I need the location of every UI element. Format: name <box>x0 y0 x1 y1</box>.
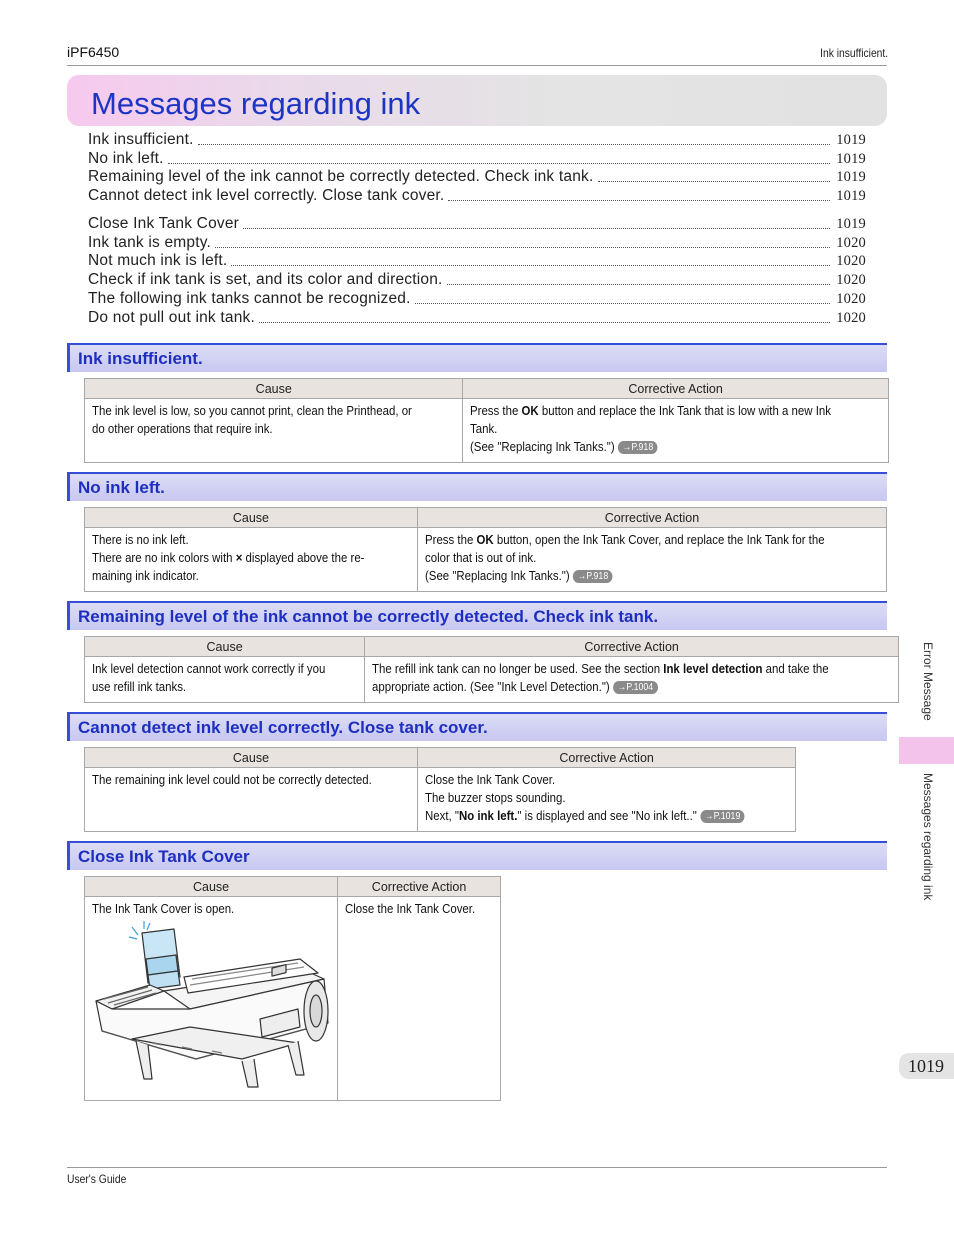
footer-divider <box>67 1167 887 1168</box>
toc-entry[interactable]: Check if ink tank is set, and its color and direction. 1020 <box>88 271 866 288</box>
section-heading: Ink insufficient. <box>67 343 887 372</box>
message-table <box>84 507 887 592</box>
page-link[interactable]: →P.918 <box>573 570 612 583</box>
toc-entry[interactable]: Not much ink is left. 1020 <box>88 252 866 269</box>
action-cell: The refill ink tank can no longer be used. See the section Ink level detection and take the appropriate action. (See "Ink Level Detection.") →P.1004 <box>365 657 899 703</box>
cause-header: Cause <box>85 877 338 897</box>
section-heading: Cannot detect ink level correctly. Close tank cover. <box>67 712 887 741</box>
cause-header: Cause <box>85 637 365 657</box>
toc-entry[interactable]: Ink insufficient. 1019 <box>88 131 866 148</box>
section-heading: No ink left. <box>67 472 887 501</box>
cause-cell: The remaining ink level could not be correctly detected. <box>85 768 418 832</box>
action-cell: Close the Ink Tank Cover. The buzzer stops sounding. Next, "No ink left." is displayed and see "No ink left.." →P.1019 <box>417 768 795 832</box>
message-table <box>84 747 796 832</box>
side-tab-marker <box>899 737 954 764</box>
header-model: iPF6450 <box>67 44 120 60</box>
cause-cell: The ink level is low, so you cannot print, clean the Printhead, or do other operations that require ink. <box>85 399 463 463</box>
toc-entry[interactable]: No ink left. 1019 <box>88 150 866 167</box>
message-table <box>84 378 889 463</box>
side-tab-error-message[interactable]: Error Message <box>921 642 935 721</box>
page-title: Messages regarding ink <box>91 86 421 121</box>
page-link[interactable]: →P.1019 <box>700 810 744 823</box>
side-tab-messages-regarding-ink[interactable]: Messages regarding ink <box>921 773 935 901</box>
action-header: Corrective Action <box>417 748 795 768</box>
page-link[interactable]: →P.918 <box>619 441 658 454</box>
action-header: Corrective Action <box>338 877 501 897</box>
action-header: Corrective Action <box>365 637 899 657</box>
toc-entry[interactable]: The following ink tanks cannot be recognized. 1020 <box>88 290 866 307</box>
message-table <box>84 636 899 703</box>
cause-cell: There is no ink left. There are no ink colors with × displayed above the re- maining ink indicator. <box>85 528 418 592</box>
section-heading: Close Ink Tank Cover <box>67 841 887 870</box>
toc-entry[interactable]: Do not pull out ink tank. 1020 <box>88 309 866 326</box>
toc-entry[interactable]: Ink tank is empty. 1020 <box>88 234 866 251</box>
printer-illustration <box>92 919 338 1089</box>
action-cell: Press the OK button and replace the Ink Tank that is low with a new Ink Tank. (See "Replacing Ink Tanks.") →P.918 <box>463 399 888 463</box>
page-number: 1019 <box>908 1056 944 1076</box>
cause-cell: Ink level detection cannot work correctly if you use refill ink tanks. <box>85 657 365 703</box>
action-header: Corrective Action <box>417 508 886 528</box>
action-cell: Close the Ink Tank Cover. <box>338 897 501 1101</box>
toc-entry[interactable]: Cannot detect ink level correctly. Close tank cover. 1019 <box>88 187 866 204</box>
cause-header: Cause <box>85 508 418 528</box>
cause-header: Cause <box>85 748 418 768</box>
footer-text: User's Guide <box>67 1172 127 1186</box>
header-divider <box>67 65 887 66</box>
cause-cell: The Ink Tank Cover is open. <box>85 897 338 1101</box>
action-cell: Press the OK button, open the Ink Tank Cover, and replace the Ink Tank for the color that is out of ink. (See "Replacing Ink Tanks.") →P.918 <box>417 528 886 592</box>
cause-header: Cause <box>85 379 463 399</box>
section-heading: Remaining level of the ink cannot be correctly detected. Check ink tank. <box>67 601 887 630</box>
action-header: Corrective Action <box>463 379 888 399</box>
toc-entry[interactable]: Remaining level of the ink cannot be correctly detected. Check ink tank. 1019 <box>88 168 866 185</box>
page-link[interactable]: →P.1004 <box>613 681 657 694</box>
header-section: Ink insufficient. <box>819 46 888 60</box>
toc-entry[interactable]: Close Ink Tank Cover 1019 <box>88 215 866 232</box>
